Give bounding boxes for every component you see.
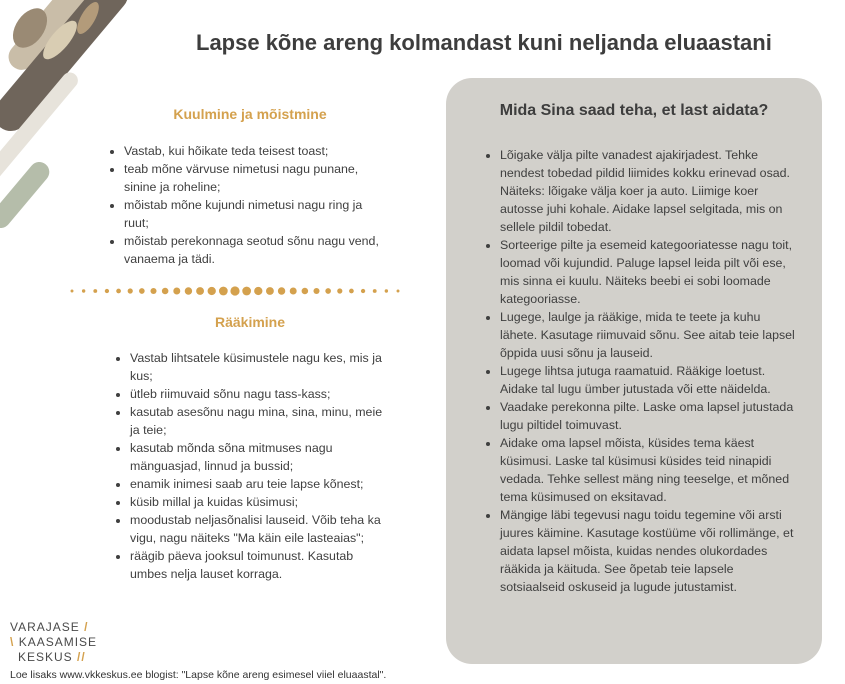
divider-dot (278, 287, 285, 294)
divider-dot (185, 287, 192, 294)
list-item: • Lugege, laulge ja rääkige, mida te teete ja kuhu lähete. Kasutage riimuvaid sõnu. See aitab teie lapsel õppida uusi sõnu ja lauseid. (500, 308, 800, 362)
divider-dot (302, 288, 309, 295)
logo-slash-icon: \ (10, 635, 15, 649)
divider-dot (93, 289, 97, 293)
list-item: • teab mõne värvuse nimetusi nagu punane, sinine ja roheline; (124, 160, 390, 196)
divider-dot (82, 289, 85, 292)
page-title: Lapse kõne areng kolmandast kuni neljanda eluaastani (196, 30, 772, 55)
divider-dot (208, 287, 216, 295)
hearing-list (102, 142, 390, 268)
divider-dot (290, 288, 297, 295)
divider-dot (397, 290, 400, 293)
help-panel (446, 78, 822, 664)
divider-dot (196, 287, 204, 295)
organization-logo (10, 620, 97, 665)
divider-dot (230, 286, 239, 295)
help-heading: Mida Sina saad teha, et last aidata? (499, 102, 769, 119)
footer-note: Loe lisaks www.vkkeskus.ee blogist: "Lapse kõne areng esimesel viiel eluaastal". (10, 669, 387, 681)
divider-dot (337, 288, 342, 293)
divider-dot (242, 287, 251, 296)
list-item: • räägib päeva jooksul toimunust. Kasutab umbes nelja lauset korraga. (130, 547, 392, 583)
divider-dot (71, 290, 74, 293)
logo-line2: KAASAMISE (18, 635, 98, 649)
logo-line3: KESKUS (18, 650, 73, 664)
divider-dot (361, 289, 365, 293)
list-item: • kasutab asesõnu nagu mina, sina, minu, meie ja teie; (130, 403, 392, 439)
divider-dot (116, 289, 121, 294)
list-item: • ütleb riimuvaid sõnu nagu tass-kass; (130, 385, 392, 403)
dotted-divider (68, 284, 402, 298)
speaking-heading: Rääkimine (214, 314, 286, 330)
list-item: • Aidake oma lapsel mõista, küsides tema käest küsimusi. Laske tal küsimusi küsides teid ninapidi vedada. Tehke sellest mäng ning teeselge, et mõned tema küsimused on eksitavad. (500, 434, 800, 506)
logo-slash-icon: / (84, 620, 89, 634)
list-item: • Vastab lihtsatele küsimustele nagu kes, mis ja kus; (130, 349, 392, 385)
list-item: • Lõigake välja pilte vanadest ajakirjadest. Tehke nendest tobedad pildid liimides kokku erinevad osad. Näiteks: lõigake välja koer ja auto. Liimige koer autosse juhi kohale. Aidake lapsel selgitada, mis on sellele pildil tobedat. (500, 146, 800, 236)
divider-dot (150, 288, 156, 294)
divider-dot (105, 289, 109, 293)
speaking-list (108, 349, 392, 583)
list-item: • mõistab mõne kujundi nimetusi nagu ring ja ruut; (124, 196, 390, 232)
divider-dot (325, 288, 331, 294)
help-list (478, 146, 800, 596)
list-item: • mõistab perekonnaga seotud sõnu nagu vend, vanaema ja tädi. (124, 232, 390, 268)
list-item: • enamik inimesi saab aru teie lapse kõnest; (130, 475, 392, 493)
divider-dot (349, 289, 354, 294)
divider-dot (385, 289, 388, 292)
list-item: • moodustab neljasõnalisi lauseid. Võib teha ka vigu, nagu näiteks "Ma käin eile lasteaias"; (130, 511, 392, 547)
divider-dot (139, 288, 145, 294)
list-item: • Sorteerige pilte ja esemeid kategooriatesse nagu toit, loomad või kujundid. Paluge lapsel leida pilt või ese, mis sinna ei kuulu. Näiteks beebi ei sobi loomade kategooriasse. (500, 236, 800, 308)
list-item: • Vastab, kui hõikate teda teisest toast; (124, 142, 390, 160)
divider-dot (173, 288, 180, 295)
list-item: • kasutab mõnda sõna mitmuses nagu mänguasjad, linnud ja bussid; (130, 439, 392, 475)
logo-slash-icon: // (77, 650, 86, 664)
divider-dot (373, 289, 377, 293)
hearing-heading: Kuulmine ja mõistmine (173, 106, 327, 122)
divider-dot (313, 288, 319, 294)
divider-dot (254, 287, 262, 295)
divider-dot (128, 288, 133, 293)
divider-dot (162, 288, 169, 295)
logo-line1: VARAJASE (10, 620, 80, 634)
list-item: • Vaadake perekonna pilte. Laske oma lapsel jutustada lugu piltidel toimuvast. (500, 398, 800, 434)
list-item: • Lugege lihtsa jutuga raamatuid. Rääkige loetust. Aidake tal lugu ümber jutustada või ette näidelda. (500, 362, 800, 398)
divider-dot (219, 287, 228, 296)
list-item: • küsib millal ja kuidas küsimusi; (130, 493, 392, 511)
divider-dot (266, 287, 274, 295)
list-item: • Mängige läbi tegevusi nagu toidu tegemine või arsti juures käimine. Kasutage kostüüme või rollimänge, et aidata lapsel mõista, kuidas nendes olukordades rääkida ja käituda. See õpetab teie lapsele sotsiaalseid oskuseid ja lugude jutustamist. (500, 506, 800, 596)
